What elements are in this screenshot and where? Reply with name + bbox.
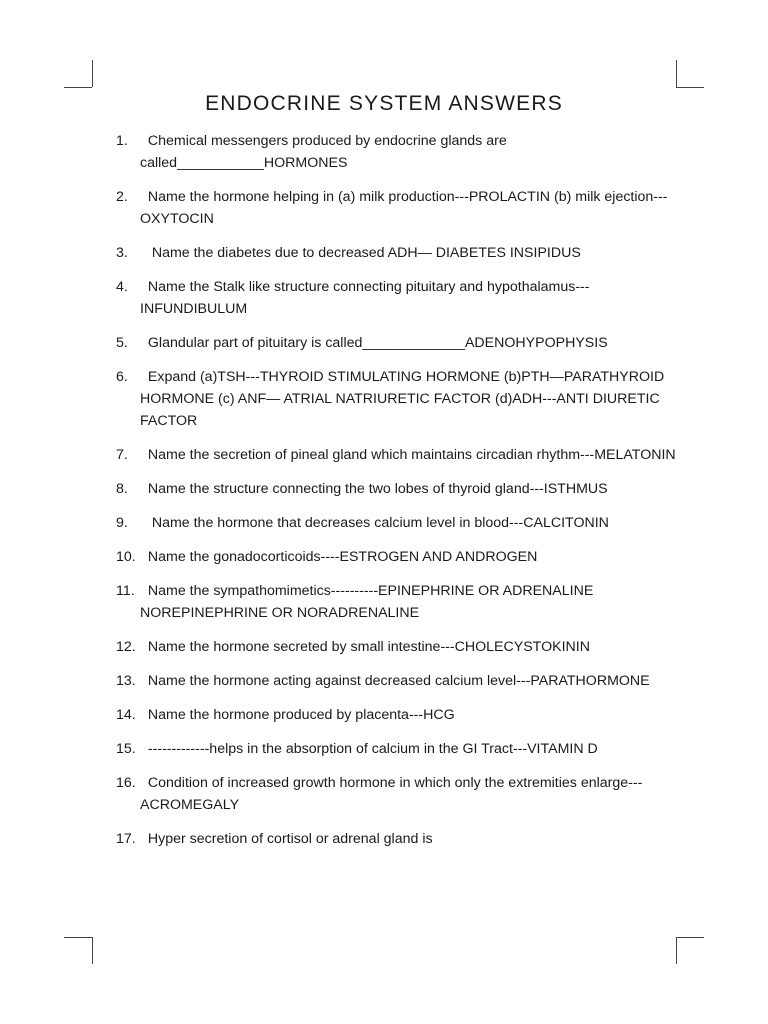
item-number: 16.	[116, 775, 136, 791]
list-item	[116, 130, 686, 174]
list-item	[116, 704, 686, 726]
item-number: 4.	[116, 279, 128, 295]
item-text: Condition of increased growth hormone in which only the extremities enlarge---ACROMEGALY	[140, 775, 643, 813]
crop-mark-top-right-vertical	[676, 60, 677, 87]
item-text: Name the Stalk like structure connecting pituitary and hypothalamus---INFUNDIBULUM	[140, 279, 590, 317]
list-item	[116, 772, 686, 816]
item-number: 1.	[116, 133, 128, 149]
crop-mark-bottom-right-vertical	[676, 937, 677, 964]
list-item	[116, 332, 686, 354]
list-item	[116, 478, 686, 500]
item-text: Chemical messengers produced by endocrine glands are called___________HORMONES	[140, 133, 511, 171]
item-text: Expand (a)TSH---THYROID STIMULATING HORMONE (b)PTH—PARATHYROID HORMONE (c) ANF— ATRIAL NATRIURETIC FACTOR (d)ADH---ANTI DIURETIC FACTOR	[140, 369, 669, 429]
item-text: Name the hormone secreted by small intestine---CHOLECYSTOKININ	[140, 639, 590, 655]
item-number: 13.	[116, 673, 136, 689]
list-item	[116, 828, 686, 850]
item-number: 14.	[116, 707, 136, 723]
crop-mark-bottom-right	[676, 937, 704, 938]
list-item	[116, 276, 686, 320]
item-text: Name the hormone produced by placenta---HCG	[140, 707, 455, 723]
list-item	[116, 242, 686, 264]
item-text: Name the hormone helping in (a) milk production---PROLACTIN (b) milk ejection---OXYTOCIN	[140, 189, 668, 227]
item-number: 2.	[116, 189, 128, 205]
item-number: 15.	[116, 741, 136, 757]
item-text: Name the hormone acting against decreased calcium level---PARATHORMONE	[140, 673, 650, 689]
list-item	[116, 738, 686, 760]
item-number: 5.	[116, 335, 128, 351]
item-number: 6.	[116, 369, 128, 385]
item-number: 9.	[116, 515, 128, 531]
item-number: 8.	[116, 481, 128, 497]
list-item	[116, 580, 686, 624]
item-text: Name the structure connecting the two lobes of thyroid gland---ISTHMUS	[140, 481, 608, 497]
item-text: Glandular part of pituitary is called_____________ADENOHYPOPHYSIS	[140, 335, 608, 351]
crop-mark-top-right	[676, 87, 704, 88]
item-text: Name the diabetes due to decreased ADH— DIABETES INSIPIDUS	[140, 245, 581, 261]
item-text: Name the secretion of pineal gland which maintains circadian rhythm---MELATONIN	[140, 447, 676, 463]
list-item	[116, 444, 686, 466]
item-text: Name the sympathomimetics----------EPINEPHRINE OR ADRENALINE NOREPINEPHRINE OR NORADRENALINE	[140, 583, 598, 621]
page-title: ENDOCRINE SYSTEM ANSWERS	[205, 92, 563, 115]
item-text: -------------helps in the absorption of calcium in the GI Tract---VITAMIN D	[140, 741, 598, 757]
item-number: 12.	[116, 639, 136, 655]
list-item	[116, 670, 686, 692]
list-item	[116, 546, 686, 568]
crop-mark-bottom-left	[64, 937, 92, 938]
item-number: 10.	[116, 549, 136, 565]
item-number: 17.	[116, 831, 136, 847]
item-number: 3.	[116, 245, 128, 261]
crop-mark-bottom-left-vertical	[92, 937, 93, 964]
question-list	[116, 130, 686, 862]
crop-mark-top-left	[64, 87, 92, 88]
list-item	[116, 366, 686, 432]
list-item	[116, 512, 686, 534]
list-item	[116, 636, 686, 658]
item-text: Name the gonadocorticoids----ESTROGEN AND ANDROGEN	[140, 549, 538, 565]
list-item	[116, 186, 686, 230]
item-text: Hyper secretion of cortisol or adrenal gland is	[140, 831, 433, 847]
crop-mark-top-left-vertical	[92, 60, 93, 87]
item-text: Name the hormone that decreases calcium level in blood---CALCITONIN	[140, 515, 609, 531]
item-number: 7.	[116, 447, 128, 463]
item-number: 11.	[116, 583, 135, 599]
